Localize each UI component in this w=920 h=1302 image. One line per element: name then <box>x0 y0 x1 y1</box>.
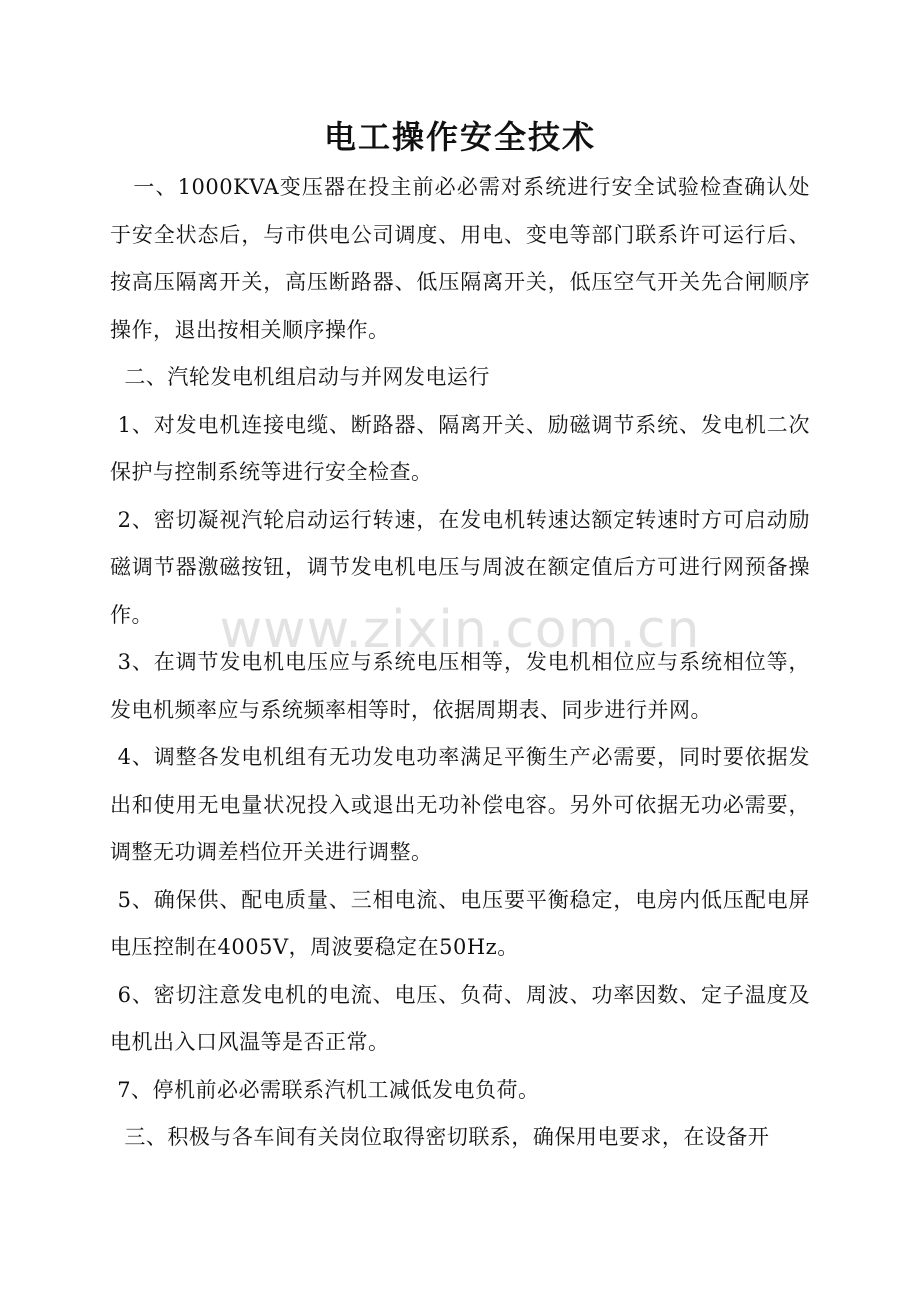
paragraph-1: 一、1000KVA变压器在投主前必必需对系统进行安全试验检查确认处于安全状态后，与市供电公司调度、用电、变电等部门联系许可运行后、按高压隔离开关，高压断路器、低压隔离开关，低压空气开关先合闸顺序操作，退出按相关顺序操作。 <box>110 175 810 342</box>
paragraph-4: 2、密切凝视汽轮启动运行转速，在发电机转速达额定转速时方可启动励磁调节器激磁按钮，调节发电机电压与周波在额定值后方可进行网预备操作。 <box>110 507 811 627</box>
paragraph-5: 3、在调节发电机电压应与系统电压相等，发电机相位应与系统相位等，发电机频率应与系统频率相等时，依据周期表、同步进行并网。 <box>110 650 811 722</box>
paragraph-8: 6、密切注意发电机的电流、电压、负荷、周波、功率因数、定子温度及电机出入口风温等是否正常。 <box>110 982 811 1054</box>
document-title: 电工操作安全技术 <box>323 118 596 156</box>
watermark-text: www.zixin.com.cn <box>219 600 701 660</box>
paragraph-9: 7、停机前必必需联系汽机工减低发电负荷。 <box>110 1077 540 1102</box>
paragraph-10: 三、积极与各车间有关岗位取得密切联系，确保用电要求，在设备开 <box>110 1125 770 1149</box>
paragraph-6: 4、调整各发电机组有无功发电功率满足平衡生产必需要，同时要依据发出和使用无电量状况投入或退出无功补偿电容。另外可依据无功必需要，调整无功调差档位开关进行调整。 <box>110 745 811 864</box>
paragraph-3: 1、对发电机连接电缆、断路器、隔离开关、励磁调节系统、发电机二次保护与控制系统等进行安全检查。 <box>110 412 811 484</box>
paragraph-2: 二、汽轮发电机组启动与并网发电运行 <box>110 365 490 389</box>
paragraph-7: 5、确保供、配电质量、三相电流、电压要平衡稳定，电房内低压配电屏电压控制在4005V，周波要稳定在50Hz。 <box>110 887 811 959</box>
document-body <box>110 164 810 1162</box>
